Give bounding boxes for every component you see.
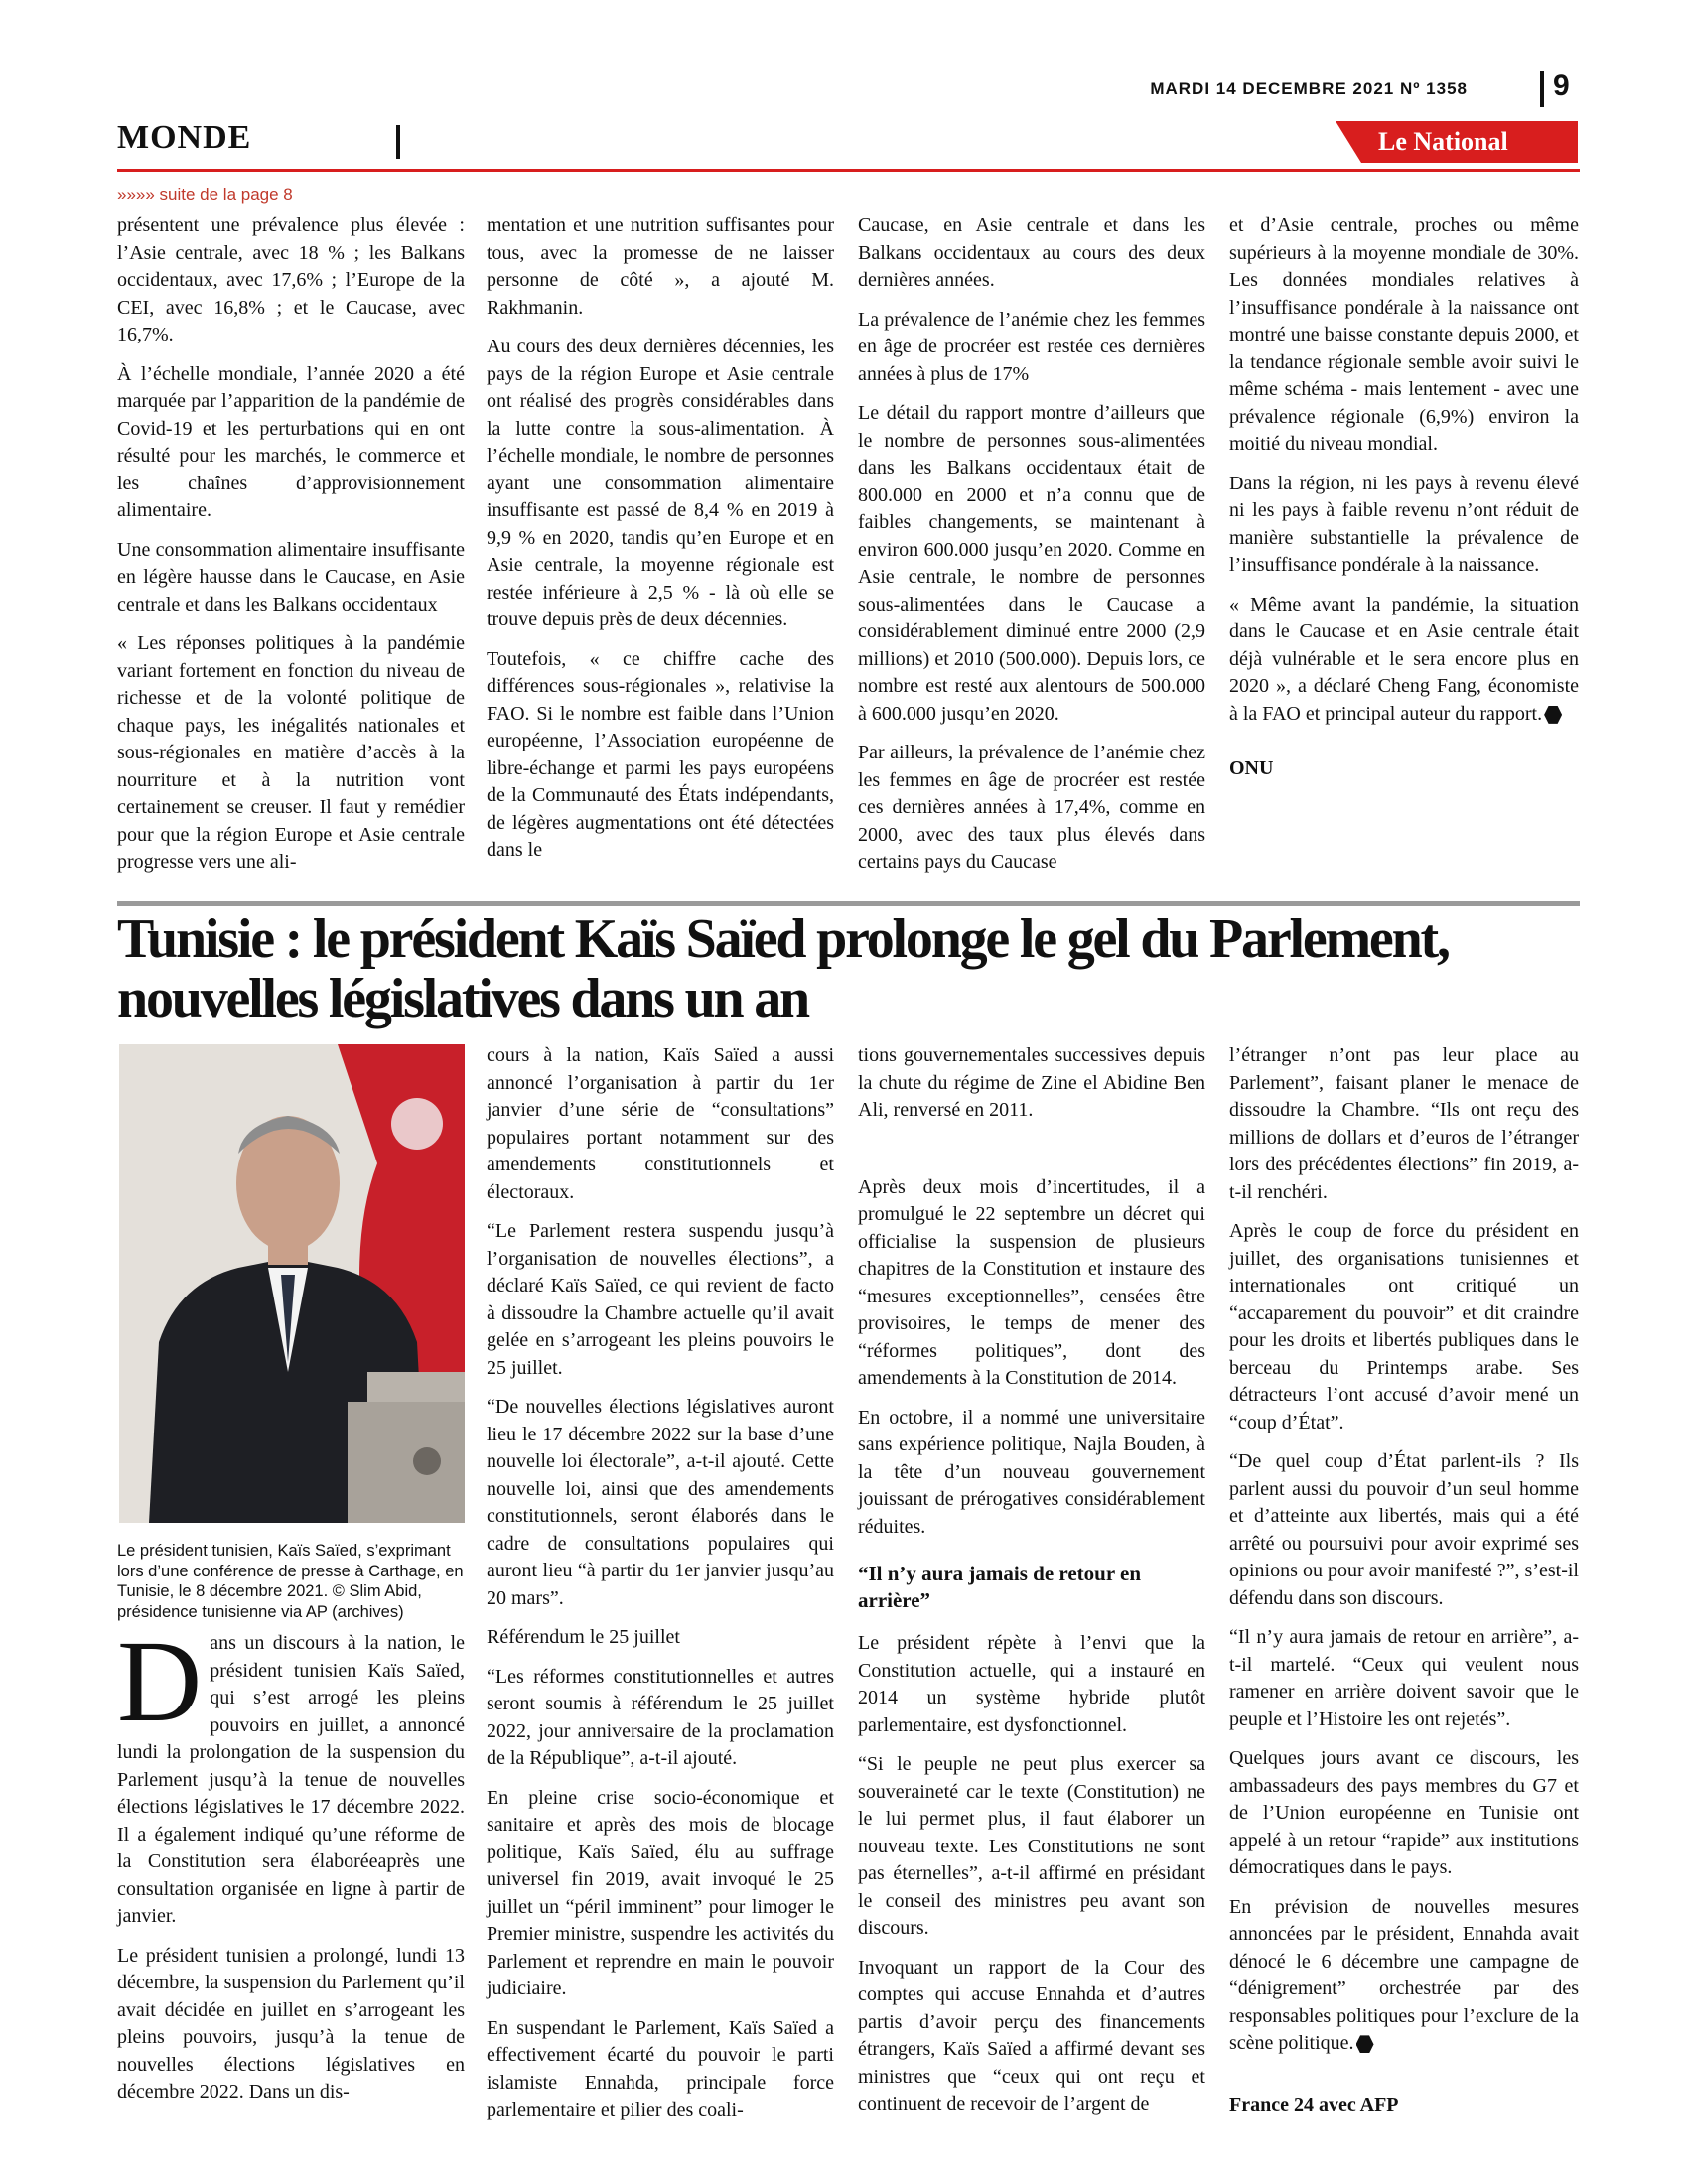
continued-from-link[interactable]: »»»» suite de la page 8 — [117, 185, 293, 204]
paragraph: Après deux mois d’incertitudes, il a promulgué le 22 septembre un décret qui officialise la suspension de plusieurs chapitres de la Constitution et instaure des “mesures exceptionnelles”, censées être provisoires, le temps de mener des “réformes politiques”, dont des amendements à la Constitution de 2014. — [858, 1175, 1205, 1389]
president-photo — [119, 1044, 465, 1523]
paragraph — [117, 1616, 465, 1931]
paragraph: La prévalence de l’anémie chez les femmes en âge de procréer est restée ces dernières années à plus de 17% — [858, 308, 1205, 385]
newspaper-name: Le National — [1378, 127, 1508, 156]
paragraph: “Si le peuple ne peut plus exercer sa souveraineté car le texte (Constitution) ne le lui permet plus, il faut élaborer un nouveau texte. Les Constitutions ne sont pas éternelles”, a-t-il affirmé en présidant le conseil des ministres peu avant son discours. — [858, 1753, 1205, 1939]
paragraph: Caucase, en Asie centrale et dans les Balkans occidentaux au cours des deux dernières années. — [858, 214, 1205, 291]
paragraph: “De quel coup d’État parlent-ils ? Ils parlent aussi du pouvoir d’un seul homme et d’atteinte aux libertés, mais qui a été arrêté ou poursuivi pour avoir exprimé ses opinions ou pour avoir manifesté ?”, s’est-il défendu dans son discours. — [1229, 1450, 1579, 1609]
photo-illustration — [119, 1044, 465, 1523]
paragraph: mentation et une nutrition suffisantes pour tous, avec la promesse de ne laisser personne de côté », a ajouté M. Rakhmanin. — [487, 214, 834, 319]
end-of-article-icon — [1544, 706, 1562, 724]
paragraph: Dans la région, ni les pays à revenu élevé ni les pays à faible revenu n’ont réduit de manière substantielle la prévalence de l’insuffisance pondérale à la naissance. — [1229, 472, 1579, 576]
photo-caption: Le président tunisien, Kaïs Saïed, s’exprimant lors d’une conférence de presse à Carthage, en Tunisie, le 8 décembre 2021. © Slim Abid, présidence tunisienne via AP (archives) — [117, 1542, 464, 1621]
page-number: 9 — [1553, 69, 1570, 102]
paragraph-text: ans un discours à la nation, le président tunisien Kaïs Saïed, qui s’est arrogé les pleins pouvoirs en juillet, a annoncé lundi la prolongation de la suspension du Parlement jusqu’à la tenue de nouvelles élections législatives le 17 décembre 2022. Il a également indiqué qu’une réforme de la Constitution sera élaboréeaprès une consultation organisée en ligne à partir de janvier. — [117, 1632, 465, 1927]
paragraph: Par ailleurs, la prévalence de l’anémie chez les femmes en âge de procréer est restée ces dernières années à 17,4%, comme en 2000, avec des taux plus élevés dans certains pays du Caucase — [858, 742, 1205, 873]
article-column-3 — [858, 212, 1205, 888]
page-number-divider — [1540, 71, 1544, 107]
paragraph-text: En prévision de nouvelles mesures annoncées par le président, Ennahda avait dénocé le 6 décembre une campagne de “dénigrement” orchestrée par des responsables politiques pour l’exclure de la scène politique. — [1229, 1895, 1579, 2054]
article-signature: France 24 avec AFP — [1229, 2093, 1399, 2116]
column-spacer — [858, 1137, 1205, 1174]
end-of-article-icon — [1356, 2035, 1374, 2053]
brand-banner-notch — [1336, 121, 1361, 163]
paragraph: l’étranger n’ont pas leur place au Parlement”, faisant planer le menace de dissoudre la Chambre. “Ils ont reçu des millions de dollars et d’euros de l’étranger lors des précédentes élections” fin 2019, a-t-il renchéri. — [1229, 1044, 1579, 1203]
paragraph: En octobre, il a nommé une universitaire sans expérience politique, Najla Bouden, à la tête d’un nouveau gouvernement jouissant de prérogatives considérablement réduites. — [858, 1406, 1205, 1538]
article-subheading: “Il n’y aura jamais de retour en arrière” — [858, 1562, 1142, 1612]
paragraph: À l’échelle mondiale, l’année 2020 a été marquée par l’apparition de la pandémie de Covid-19 et les perturbations qui en ont résulté pour les marchés, le commerce et les chaînes d’approvisionnement alimentaire. — [117, 362, 465, 521]
paragraph: Toutefois, « ce chiffre cache des différences sous-régionales », relativise la FAO. Si le nombre est faible dans l’Union européenne, l’Association européenne de libre-échange et parmi les pays européens de la Communauté des États indépendants, de légères augmentations ont été détectées dans le — [487, 647, 834, 861]
paragraph: et d’Asie centrale, proches ou même supérieurs à la moyenne mondiale de 30%. Les données mondiales relatives à l’insuffisance pondérale à la naissance ont montré une baisse constante depuis 2000, et la tendance régionale semble avoir suivi le même schéma - mais lentement - avec une prévalence régionale (6,9%) environ la moitié du niveau mondial. — [1229, 214, 1579, 455]
paragraph: présentent une prévalence plus élevée : l’Asie centrale, avec 18 % ; les Balkans occidentaux, avec 17,6% ; l’Europe de la CEI, avec 16,8% ; et le Caucase, avec 16,7%. — [117, 214, 465, 345]
paragraph: Après le coup de force du président en juillet, des organisations tunisiennes et internationales ont critiqué un “accaparement du pouvoir” et dit craindre pour les droits et libertés publiques dans le berceau du Printemps arabe. Ses détracteurs l’ont accusé d’avoir mené un “coup d’État”. — [1229, 1220, 1579, 1433]
paragraph — [1229, 1894, 1579, 2058]
section-divider — [396, 125, 400, 159]
paragraph: “De nouvelles élections législatives auront lieu le 17 décembre 2022 sur la base d’une nouvelle loi électorale”, a-t-il ajouté. Cette nouvelle loi, ainsi que des amendements constitutionnels, seront élaborés dans le cadre de consultations populaires qui auront lieu “à partir du 1er janvier jusqu’au 20 mars”. — [487, 1396, 834, 1609]
paragraph: Quelques jours avant ce discours, les ambassadeurs des pays membres du G7 et de l’Union européenne en Tunisie ont appelé à un retour “rapide” aux institutions démocratiques dans le pays. — [1229, 1747, 1579, 1878]
paragraph — [1229, 592, 1579, 729]
paragraph: En pleine crise socio-économique et sanitaire et après des mois de blocage politique, Kaïs Saïed, élu au suffrage universel fin 2019, avait invoqué le 25 juillet un “péril imminent” pour limoger le Premier ministre, suspendre les activités du Parlement et reprendre en main le pouvoir judiciaire. — [487, 1786, 834, 1999]
article-divider — [117, 901, 1580, 906]
paragraph-text: « Même avant la pandémie, la situation dans le Caucase et en Asie centrale était déjà vulnérable et le sera encore plus en 2020 », a déclaré Cheng Fang, économiste à la FAO et principal auteur du rapport. — [1229, 593, 1579, 725]
paragraph: En suspendant le Parlement, Kaïs Saïed a effectivement écarté du pouvoir le parti islamiste Ennahda, principale force parlementaire et pilier des coali- — [487, 2016, 834, 2120]
paragraph: Le président tunisien a prolongé, lundi 13 décembre, la suspension du Parlement qu’il avait décidée en juillet en s’arrogeant les pleins pouvoirs, jusqu’à la tenue de nouvelles élections législatives en décembre 2022. Dans un dis- — [117, 1944, 465, 2103]
issue-date: MARDI 14 DECEMBRE 2021 Nº 1358 — [1150, 79, 1468, 98]
section-title: MONDE — [117, 119, 252, 156]
article-column-1 — [117, 1616, 465, 2118]
article-column-1 — [117, 212, 465, 888]
paragraph: “Les réformes constitutionnelles et autres seront soumis à référendum le 25 juillet 2022, jour anniversaire de la proclamation de la République”, a-t-il ajouté. — [487, 1665, 834, 1769]
drop-cap: D — [117, 1616, 203, 1746]
paragraph: tions gouvernementales successives depuis la chute du régime de Zine el Abidine Ben Ali, renversé en 2011. — [858, 1044, 1205, 1121]
header-rule — [117, 169, 1580, 172]
article-signature: ONU — [1229, 757, 1274, 779]
paragraph: Une consommation alimentaire insuffisante en légère hausse dans le Caucase, en Asie centrale et dans les Balkans occidentaux — [117, 538, 465, 615]
paragraph: Au cours des deux dernières décennies, les pays de la région Europe et Asie centrale ont réalisé des progrès considérables dans la lutte contre la sous-alimentation. À l’échelle mondiale, le nombre de personnes ayant une consommation alimentaire insuffisante est passé de 8,4 % en 2019 à 9,9 % en 2020, tandis qu’en Europe et en Asie centrale, la moyenne régionale est restée inférieure à 2,5 % - là où elle se trouve depuis près de deux décennies. — [487, 336, 834, 630]
article-column-4 — [1229, 212, 1579, 795]
paragraph: Le président répète à l’envi que la Constitution actuelle, qui a instauré en 2014 un système hybride plutôt parlementaire, est dysfonctionnel. — [858, 1632, 1205, 1736]
paragraph: Référendum le 25 juillet — [487, 1626, 680, 1648]
paragraph: « Les réponses politiques à la pandémie variant fortement en fonction du niveau de richesse et de la volonté politique de chaque pays, les inégalités nationales et sous-régionales en matière d’accès à la nourriture et à la nutrition vont certainement se creuser. Il faut y remédier pour que la région Europe et Asie centrale progresse vers une ali- — [117, 632, 465, 873]
paragraph: “Le Parlement restera suspendu jusqu’à l’organisation de nouvelles élections”, a déclaré Kaïs Saïed, ce qui revient de facto à dissoudre la Chambre actuelle qu’il avait gelée en s’arrogeant les pleins pouvoirs le 25 juillet. — [487, 1220, 834, 1379]
article-column-2 — [487, 1042, 834, 2136]
paragraph: Le détail du rapport montre d’ailleurs que le nombre de personnes sous-alimentées dans les Balkans occidentaux était de 800.000 en 2000 et n’a connu que de faibles changements, se maintenant à environ 600.000 jusqu’en 2020. Comme en Asie centrale, le nombre de personnes sous-alimentées dans le Caucase a considérablement diminué entre 2000 (2,9 millions) et 2010 (500.000). Depuis lors, ce nombre est resté aux alentours de 500.000 à 600.000 jusqu’en 2020. — [858, 402, 1205, 725]
paragraph: cours à la nation, Kaïs Saïed a aussi annoncé l’organisation à partir du 1er janvier d’une série de “consultations” populaires portant notamment sur des amendements constitutionnels et électoraux. — [487, 1044, 834, 1203]
article-headline: Tunisie : le président Kaïs Saïed prolonge le gel du Parlement, nouvelles législatives dans un an — [117, 908, 1449, 1029]
article-column-3 — [858, 1042, 1205, 2130]
paragraph: “Il n’y aura jamais de retour en arrière”, a-t-il martelé. “Ceux qui veulent nous ramener en arrière doivent savoir que le peuple et l’Histoire les ont rejetés”. — [1229, 1626, 1579, 1730]
article-column-4 — [1229, 1042, 1579, 2130]
article-column-2 — [487, 212, 834, 877]
paragraph: Invoquant un rapport de la Cour des comptes qui accuse Ennahda et d’autres partis d’avoir perçu des financements étrangers, Kaïs Saïed a affirmé devant ses ministres que “ceux qui ont reçu et continuent de recevoir de l’argent de — [858, 1956, 1205, 2115]
